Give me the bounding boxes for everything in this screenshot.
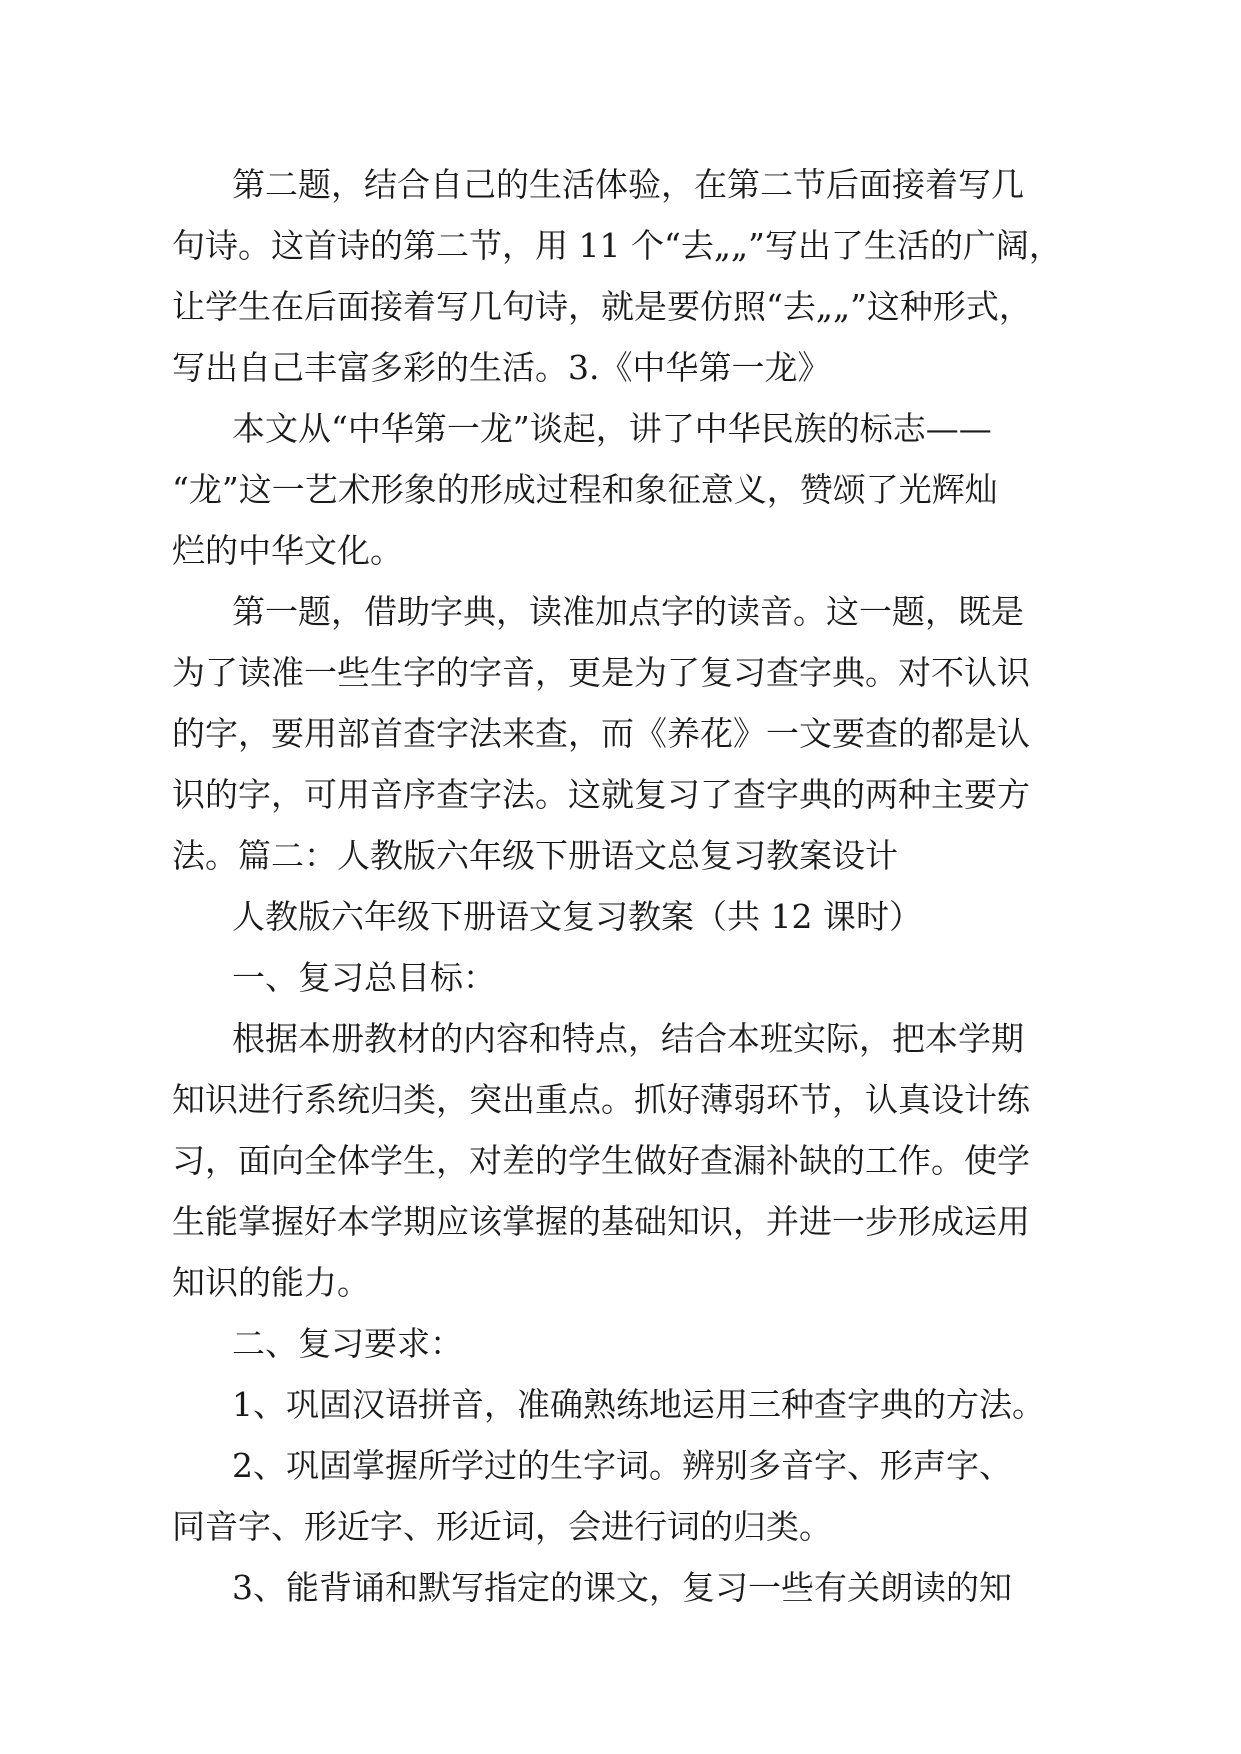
text-line	[0, 1434, 1241, 1498]
text-line	[0, 214, 1241, 278]
text-line	[0, 946, 1241, 1010]
text-line	[0, 580, 1241, 644]
text-line-content: 二、复习要求：	[232, 1324, 463, 1363]
text-line	[0, 1007, 1241, 1071]
text-line-content: 第二题，结合自己的生活体验，在第二节后面接着写几	[232, 165, 1024, 204]
text-line-content: 1、巩固汉语拼音，准确熟练地运用三种查字典的方法。	[232, 1385, 1045, 1424]
text-line	[0, 885, 1241, 949]
text-line-content: “龙”这一艺术形象的形成过程和象征意义，赞颂了光辉灿	[172, 470, 998, 509]
text-line-content: 写出自己丰富多彩的生活。3.《中华第一龙》	[172, 348, 831, 387]
text-line-content: 生能掌握好本学期应该掌握的基础知识，并进一步形成运用	[172, 1202, 1030, 1241]
text-line	[0, 824, 1241, 888]
text-line	[0, 1129, 1241, 1193]
text-line-content: 知识进行系统归类，突出重点。抓好薄弱环节，认真设计练	[172, 1080, 1030, 1119]
text-line	[0, 641, 1241, 705]
text-line-content: 句诗。这首诗的第二节，用 11 个“去„„”写出了生活的广阔，	[172, 226, 1062, 265]
text-line	[0, 519, 1241, 583]
text-line	[0, 336, 1241, 400]
text-line	[0, 1495, 1241, 1559]
text-line-content: 为了读准一些生字的字音，更是为了复习查字典。对不认识	[172, 653, 1030, 692]
text-line	[0, 1312, 1241, 1376]
text-line-content: 让学生在后面接着写几句诗，就是要仿照“去„„”这种形式，	[172, 287, 1032, 326]
text-line	[0, 1068, 1241, 1132]
text-line	[0, 1556, 1241, 1620]
text-line-content: 知识的能力。	[172, 1263, 370, 1302]
text-line-content: 第一题，借助字典，读准加点字的读音。这一题，既是	[232, 592, 1024, 631]
text-line-content: 根据本册教材的内容和特点，结合本班实际，把本学期	[232, 1019, 1024, 1058]
text-line-content: 人教版六年级下册语文复习教案（共 12 课时）	[232, 897, 922, 936]
text-line-content: 一、复习总目标：	[232, 958, 496, 997]
text-line-content: 的字，要用部首查字法来查，而《养花》一文要查的都是认	[172, 714, 1030, 753]
text-line	[0, 397, 1241, 461]
text-line	[0, 1190, 1241, 1254]
text-line	[0, 275, 1241, 339]
text-line	[0, 458, 1241, 522]
text-line-content: 识的字，可用音序查字法。这就复习了查字典的两种主要方	[172, 775, 1030, 814]
text-line-content: 2、巩固掌握所学过的生字词。辨别多音字、形声字、	[232, 1446, 1012, 1485]
text-line-content: 同音字、形近字、形近词，会进行词的归类。	[172, 1507, 832, 1546]
text-line-content: 本文从“中华第一龙”谈起，讲了中华民族的标志——	[232, 409, 992, 448]
text-line	[0, 763, 1241, 827]
text-line-content: 习，面向全体学生，对差的学生做好查漏补缺的工作。使学	[172, 1141, 1030, 1180]
text-line-content: 3、能背诵和默写指定的课文，复习一些有关朗读的知	[232, 1568, 1012, 1607]
text-line	[0, 153, 1241, 217]
text-line-content: 烂的中华文化。	[172, 531, 403, 570]
text-line	[0, 1373, 1241, 1437]
text-line	[0, 702, 1241, 766]
text-line-content: 法。篇二：人教版六年级下册语文总复习教案设计	[172, 836, 898, 875]
text-line	[0, 1251, 1241, 1315]
